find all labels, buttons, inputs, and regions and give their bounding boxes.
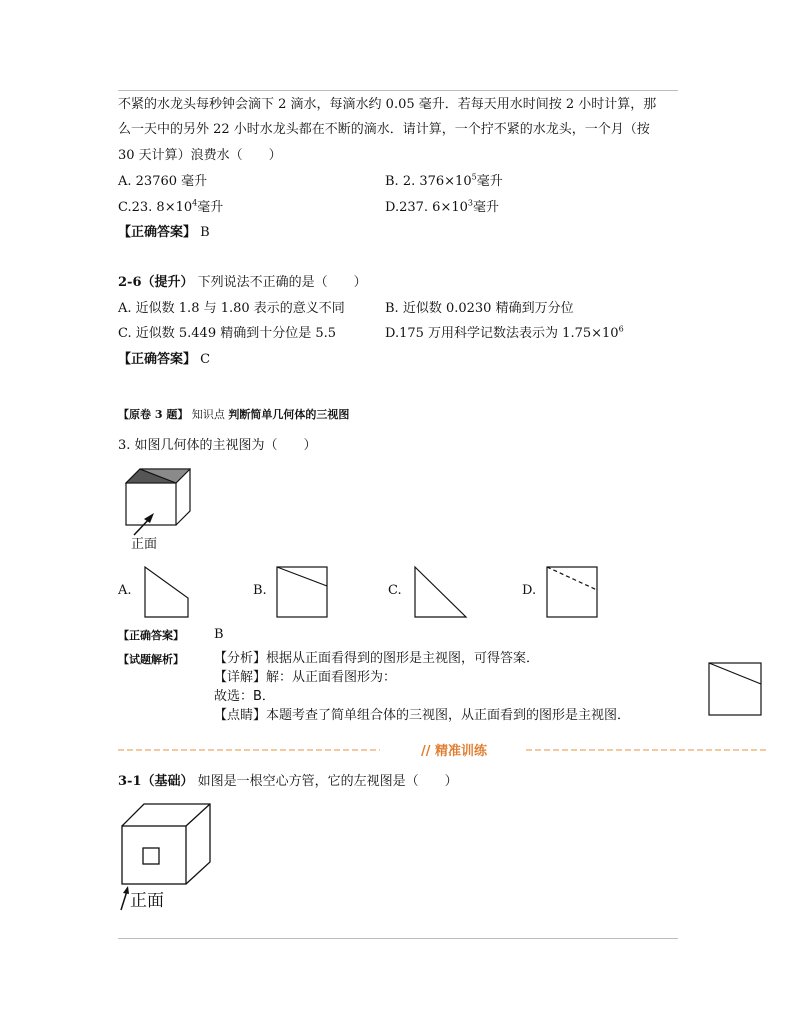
analysis-line-3: 故选：B． <box>214 689 275 704</box>
front-label: 正面 <box>131 537 158 552</box>
option-d-shape <box>546 566 598 618</box>
difficulty-tag: （基础） <box>141 774 194 789</box>
cube-figure <box>118 465 198 555</box>
answer-label: 【正确答案】 <box>118 629 184 642</box>
source-tag: 【原卷 3 题】 <box>118 408 189 421</box>
option-b-label: B. <box>253 583 267 598</box>
question-line-2: 么一天中的另外 22 小时水龙头都在不断的滴水．请计算，一个拧不紧的水龙头，一个月（按 <box>118 122 650 137</box>
option-a: A. 23760 毫升 <box>118 174 208 189</box>
option-d-text: D.175 万用科学记数法表示为 1.75×10 <box>385 326 619 341</box>
hollow-tube-figure <box>118 800 218 895</box>
top-rule <box>118 90 678 91</box>
option-c-unit: 毫升 <box>197 200 224 215</box>
option-c <box>118 199 223 217</box>
option-c-shape <box>414 566 468 618</box>
analysis-front-view <box>708 662 762 716</box>
option-d-text: D.237. 6×10 <box>385 200 468 215</box>
answer-label: 【正确答案】 <box>118 225 197 240</box>
answer-value: B <box>214 627 224 642</box>
option-b-exponent: 5 <box>471 172 477 182</box>
option-b-shape <box>276 566 328 618</box>
question-text: 下列说法不正确的是（ ） <box>197 275 367 290</box>
analysis-line-4: 【点睛】本题考查了简单组合体的三视图，从正面看到的图形是主视图． <box>214 708 631 723</box>
difficulty-tag: （提升） <box>141 275 194 290</box>
analysis-line-1: 【分析】根据从正面看得到的图形是主视图，可得答案． <box>214 651 540 666</box>
question-number: 2-6 <box>118 275 142 290</box>
option-b <box>385 173 503 191</box>
option-a: A. 近似数 1.8 与 1.80 表示的意义不同 <box>118 301 345 316</box>
question-2-6-stem <box>118 274 367 292</box>
question-text: 如图是一根空心方管，它的左视图是（ ） <box>197 774 458 789</box>
option-d <box>385 325 624 343</box>
knowledge-point-label: 知识点 <box>191 408 225 421</box>
option-c-text: C.23. 8×10 <box>118 200 193 215</box>
question-line-1: 不紧的水龙头每秒钟会滴下 2 滴水，每滴水约 0.05 毫升．若每天用水时间按 2 小时计算，那 <box>118 97 657 112</box>
question-3-stem: 3. 如图几何体的主视图为（ ） <box>118 438 317 453</box>
front-label: 正面 <box>130 891 164 911</box>
analysis-label: 【试题解析】 <box>118 653 184 666</box>
option-a-label: A. <box>118 583 132 598</box>
banner-title <box>394 740 514 759</box>
banner-slash-icon: // <box>420 744 431 759</box>
option-d-label: D. <box>522 583 537 598</box>
question-3-1-stem <box>118 773 458 791</box>
arrow-head <box>144 513 154 523</box>
option-d-unit: 毫升 <box>472 200 499 215</box>
knowledge-point-title: 判断简单几何体的三视图 <box>228 408 350 421</box>
option-b: B. 近似数 0.0230 精确到万分位 <box>385 301 574 316</box>
option-d-exponent: 6 <box>618 324 624 334</box>
practice-banner <box>118 742 768 758</box>
option-c-exponent: 4 <box>192 198 198 208</box>
answer-row <box>118 224 210 242</box>
answer-value: C <box>200 352 211 367</box>
banner-line-right <box>526 749 768 751</box>
bottom-rule <box>118 938 678 939</box>
analysis-line-2: 【详解】解：从正面看图形为： <box>214 670 397 685</box>
answer-row <box>118 351 210 369</box>
option-d <box>385 199 499 217</box>
section-heading <box>118 406 349 424</box>
answer-value: B <box>200 225 210 240</box>
banner-line-left <box>118 749 380 751</box>
option-b-unit: 毫升 <box>476 174 503 189</box>
option-b-text: B. 2. 376×10 <box>385 174 472 189</box>
option-c: C. 近似数 5.449 精确到十分位是 5.5 <box>118 326 337 341</box>
option-a-shape <box>144 566 190 618</box>
option-c-label: C. <box>388 583 402 598</box>
question-number: 3-1 <box>118 774 142 789</box>
option-d-exponent: 3 <box>467 198 473 208</box>
hollow-square <box>143 848 159 864</box>
answer-label: 【正确答案】 <box>118 352 197 367</box>
question-line-3: 30 天计算）浪费水（ ） <box>118 148 282 163</box>
banner-title-text: 精准训练 <box>435 744 488 759</box>
